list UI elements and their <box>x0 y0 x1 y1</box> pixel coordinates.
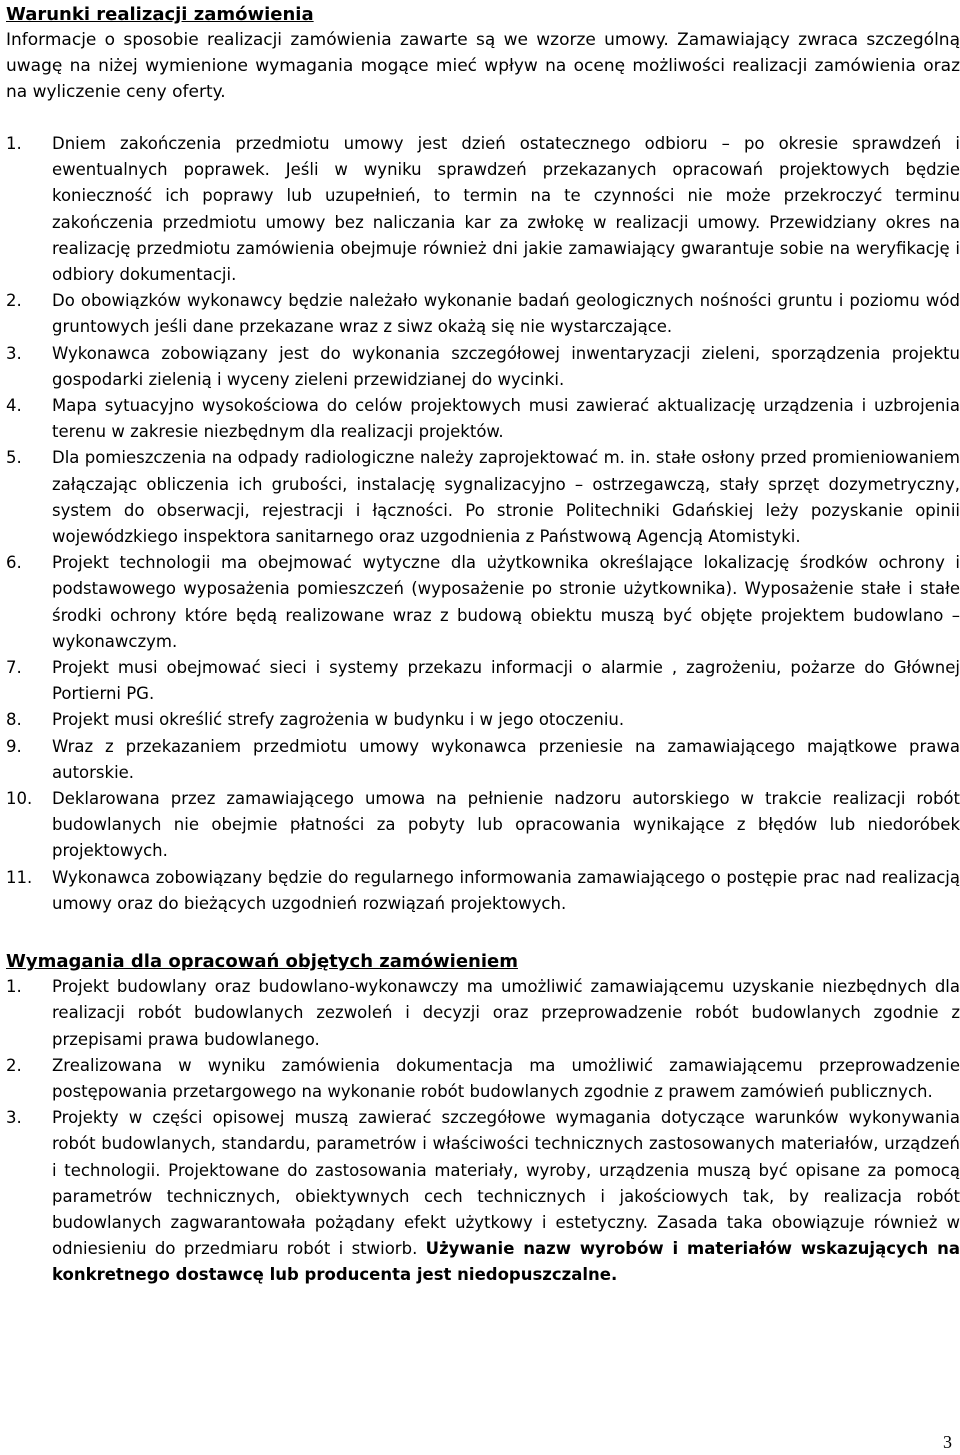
list-item <box>6 550 960 655</box>
item-number: 2. <box>6 1055 22 1075</box>
item-text: Mapa sytuacyjno wysokościowa do celów projektowych musi zawierać aktualizację urządzenia i uzbrojenia terenu w zakresie niezbędnym dla realizacji projektów. <box>52 396 960 442</box>
intro-paragraph: Informacje o sposobie realizacji zamówienia zawarte są we wzorze umowy. Zamawiający zwraca szczególną uwagę na niżej wymienione wymagania mogące mieć wpływ na ocenę możliwości realizacji zamówienia oraz na wyliczenie ceny oferty. <box>6 30 960 102</box>
item-number: 8. <box>6 710 22 730</box>
item-text: Dniem zakończenia przedmiotu umowy jest dzień ostatecznego odbioru – po okresie sprawdzeń i ewentualnych poprawek. Jeśli w wyniku sprawdzeń przekazanych opracowań projektowych będzie konieczność ich poprawy lub uzupełnień, to termin na te czynności nie może przekroczyć terminu zakończenia przedmiotu umowy bez naliczania kar za zwłokę w realizacji umowy. Przewidziany okres na realizację przedmiotu zamówienia obejmuje również dni jakie zamawiający gwarantuje sobie na weryfikację i odbiory dokumentacji. <box>52 134 960 285</box>
item-number: 10. <box>6 789 33 809</box>
item-number: 7. <box>6 658 22 678</box>
spacer <box>6 917 960 943</box>
list-item <box>6 1105 960 1288</box>
item-text: Zrealizowana w wyniku zamówienia dokumentacja ma umożliwić zamawiającemu przeprowadzenie postępowania przetargowego na wykonanie robót budowlanych zgodnie z prawem zamówień publicznych. <box>52 1055 960 1101</box>
item-text: Projekt budowlany oraz budowlano-wykonawczy ma umożliwić zamawiającemu uzyskanie niezbędnych dla realizacji robót budowlanych zezwoleń i decyzji oraz przeprowadzenie robót budowlanych zgodnie z przepisami prawa budowlanego. <box>52 977 960 1049</box>
document-page <box>6 2 960 1289</box>
item-text: Wykonawca zobowiązany jest do wykonania szczegółowej inwentaryzacji zieleni, sporządzenia projektu gospodarki zielenią i wyceny zieleni przewidzianej do wycinki. <box>52 343 960 389</box>
bold-emphasis: Używanie nazw wyrobów i materiałów wskazujących na konkretnego dostawcę lub producenta jest niedopuszczalne. <box>52 1239 960 1285</box>
item-number: 4. <box>6 396 22 416</box>
section-heading-requirements: Wymagania dla opracowań objętych zamówieniem <box>6 951 518 973</box>
item-number: 6. <box>6 553 22 573</box>
conditions-list <box>6 131 960 917</box>
item-number: 2. <box>6 291 22 311</box>
item-number: 1. <box>6 134 22 153</box>
list-item <box>6 445 960 550</box>
item-text: Projekt musi obejmować sieci i systemy przekazu informacji o alarmie , zagrożeniu, pożarze do Głównej Portierni PG. <box>52 658 960 704</box>
page-number: 3 <box>943 1432 952 1452</box>
item-text: Do obowiązków wykonawcy będzie należało wykonanie badań geologicznych nośności gruntu i poziomu wód gruntowych jeśli dane przekazane wraz z siwz okażą się nie wystarczające. <box>52 291 960 337</box>
list-item <box>6 341 960 393</box>
item-number: 9. <box>6 736 22 756</box>
item-number: 11. <box>6 867 33 887</box>
item-text: Wraz z przekazaniem przedmiotu umowy wykonawca przeniesie na zamawiającego majątkowe prawa autorskie. <box>52 736 960 782</box>
item-number: 5. <box>6 448 22 468</box>
spacer <box>6 105 960 131</box>
item-number: 3. <box>6 343 22 363</box>
list-item <box>6 655 960 707</box>
list-item <box>6 393 960 445</box>
item-text: Projekt technologii ma obejmować wytyczne dla użytkownika określające lokalizację środków ochrony i podstawowego wyposażenia pomieszczeń (wyposażenie po stronie użytkownika). Wyposażenie stałe i stałe środki ochrony które będą realizowane wraz z budową obiektu muszą być objęte projektem budowlano –wykonawczym. <box>52 553 960 651</box>
section-heading-conditions: Warunki realizacji zamówienia <box>6 4 314 25</box>
list-item <box>6 707 960 733</box>
list-item <box>6 786 960 865</box>
item-text: Wykonawca zobowiązany będzie do regularnego informowania zamawiającego o postępie prac nad realizacją umowy oraz do bieżących uzgodnień rozwiązań projektowych. <box>52 867 960 913</box>
list-item <box>6 865 960 917</box>
item-text: Projekt musi określić strefy zagrożenia w budynku i w jego otoczeniu. <box>52 710 625 730</box>
list-item <box>6 1053 960 1105</box>
list-item <box>6 734 960 786</box>
item-number: 3. <box>6 1108 22 1128</box>
requirements-list <box>6 974 960 1288</box>
item-text: Dla pomieszczenia na odpady radiologiczne należy zaprojektować m. in. stałe osłony przed promieniowaniem załączając obliczenia ich grubości, instalację sygnalizacyjno – ostrzegawczą, stały sprzęt dozymetryczny, system do obserwacji, rejestracji i łączności. Po stronie Politechniki Gdańskiej leży pozyskanie opinii wojewódzkiego inspektora sanitarnego oraz uzgodnienia z Państwową Agencją Atomistyki. <box>52 448 960 547</box>
item-number: 1. <box>6 977 22 997</box>
list-item <box>6 288 960 340</box>
item-text: Deklarowana przez zamawiającego umowa na pełnienie nadzoru autorskiego w trakcie realizacji robót budowlanych nie obejmie płatności za pobyty lub opracowania wynikające z błędów lub niedoróbek projektowych. <box>52 789 960 861</box>
list-item <box>6 131 960 288</box>
list-item <box>6 974 960 1053</box>
item-text: Projekty w części opisowej muszą zawierać szczegółowe wymagania dotyczące warunków wykonywania robót budowlanych, standardu, parametrów i właściwości technicznych zastosowanych materiałów, urządzeń i technologii. Projektowane do zastosowania materiały, wyroby, urządzenia muszą być opisane za pomocą parametrów technicznych, obiektywnych cech technicznych i jakościowych tak, by realizacja robót budowlanych zagwarantowała pożądany efekt użytkowy i estetyczny. Zasada taka obowiązuje również w odniesieniu do przedmiaru robót i stwiorb. <box>52 1108 960 1259</box>
